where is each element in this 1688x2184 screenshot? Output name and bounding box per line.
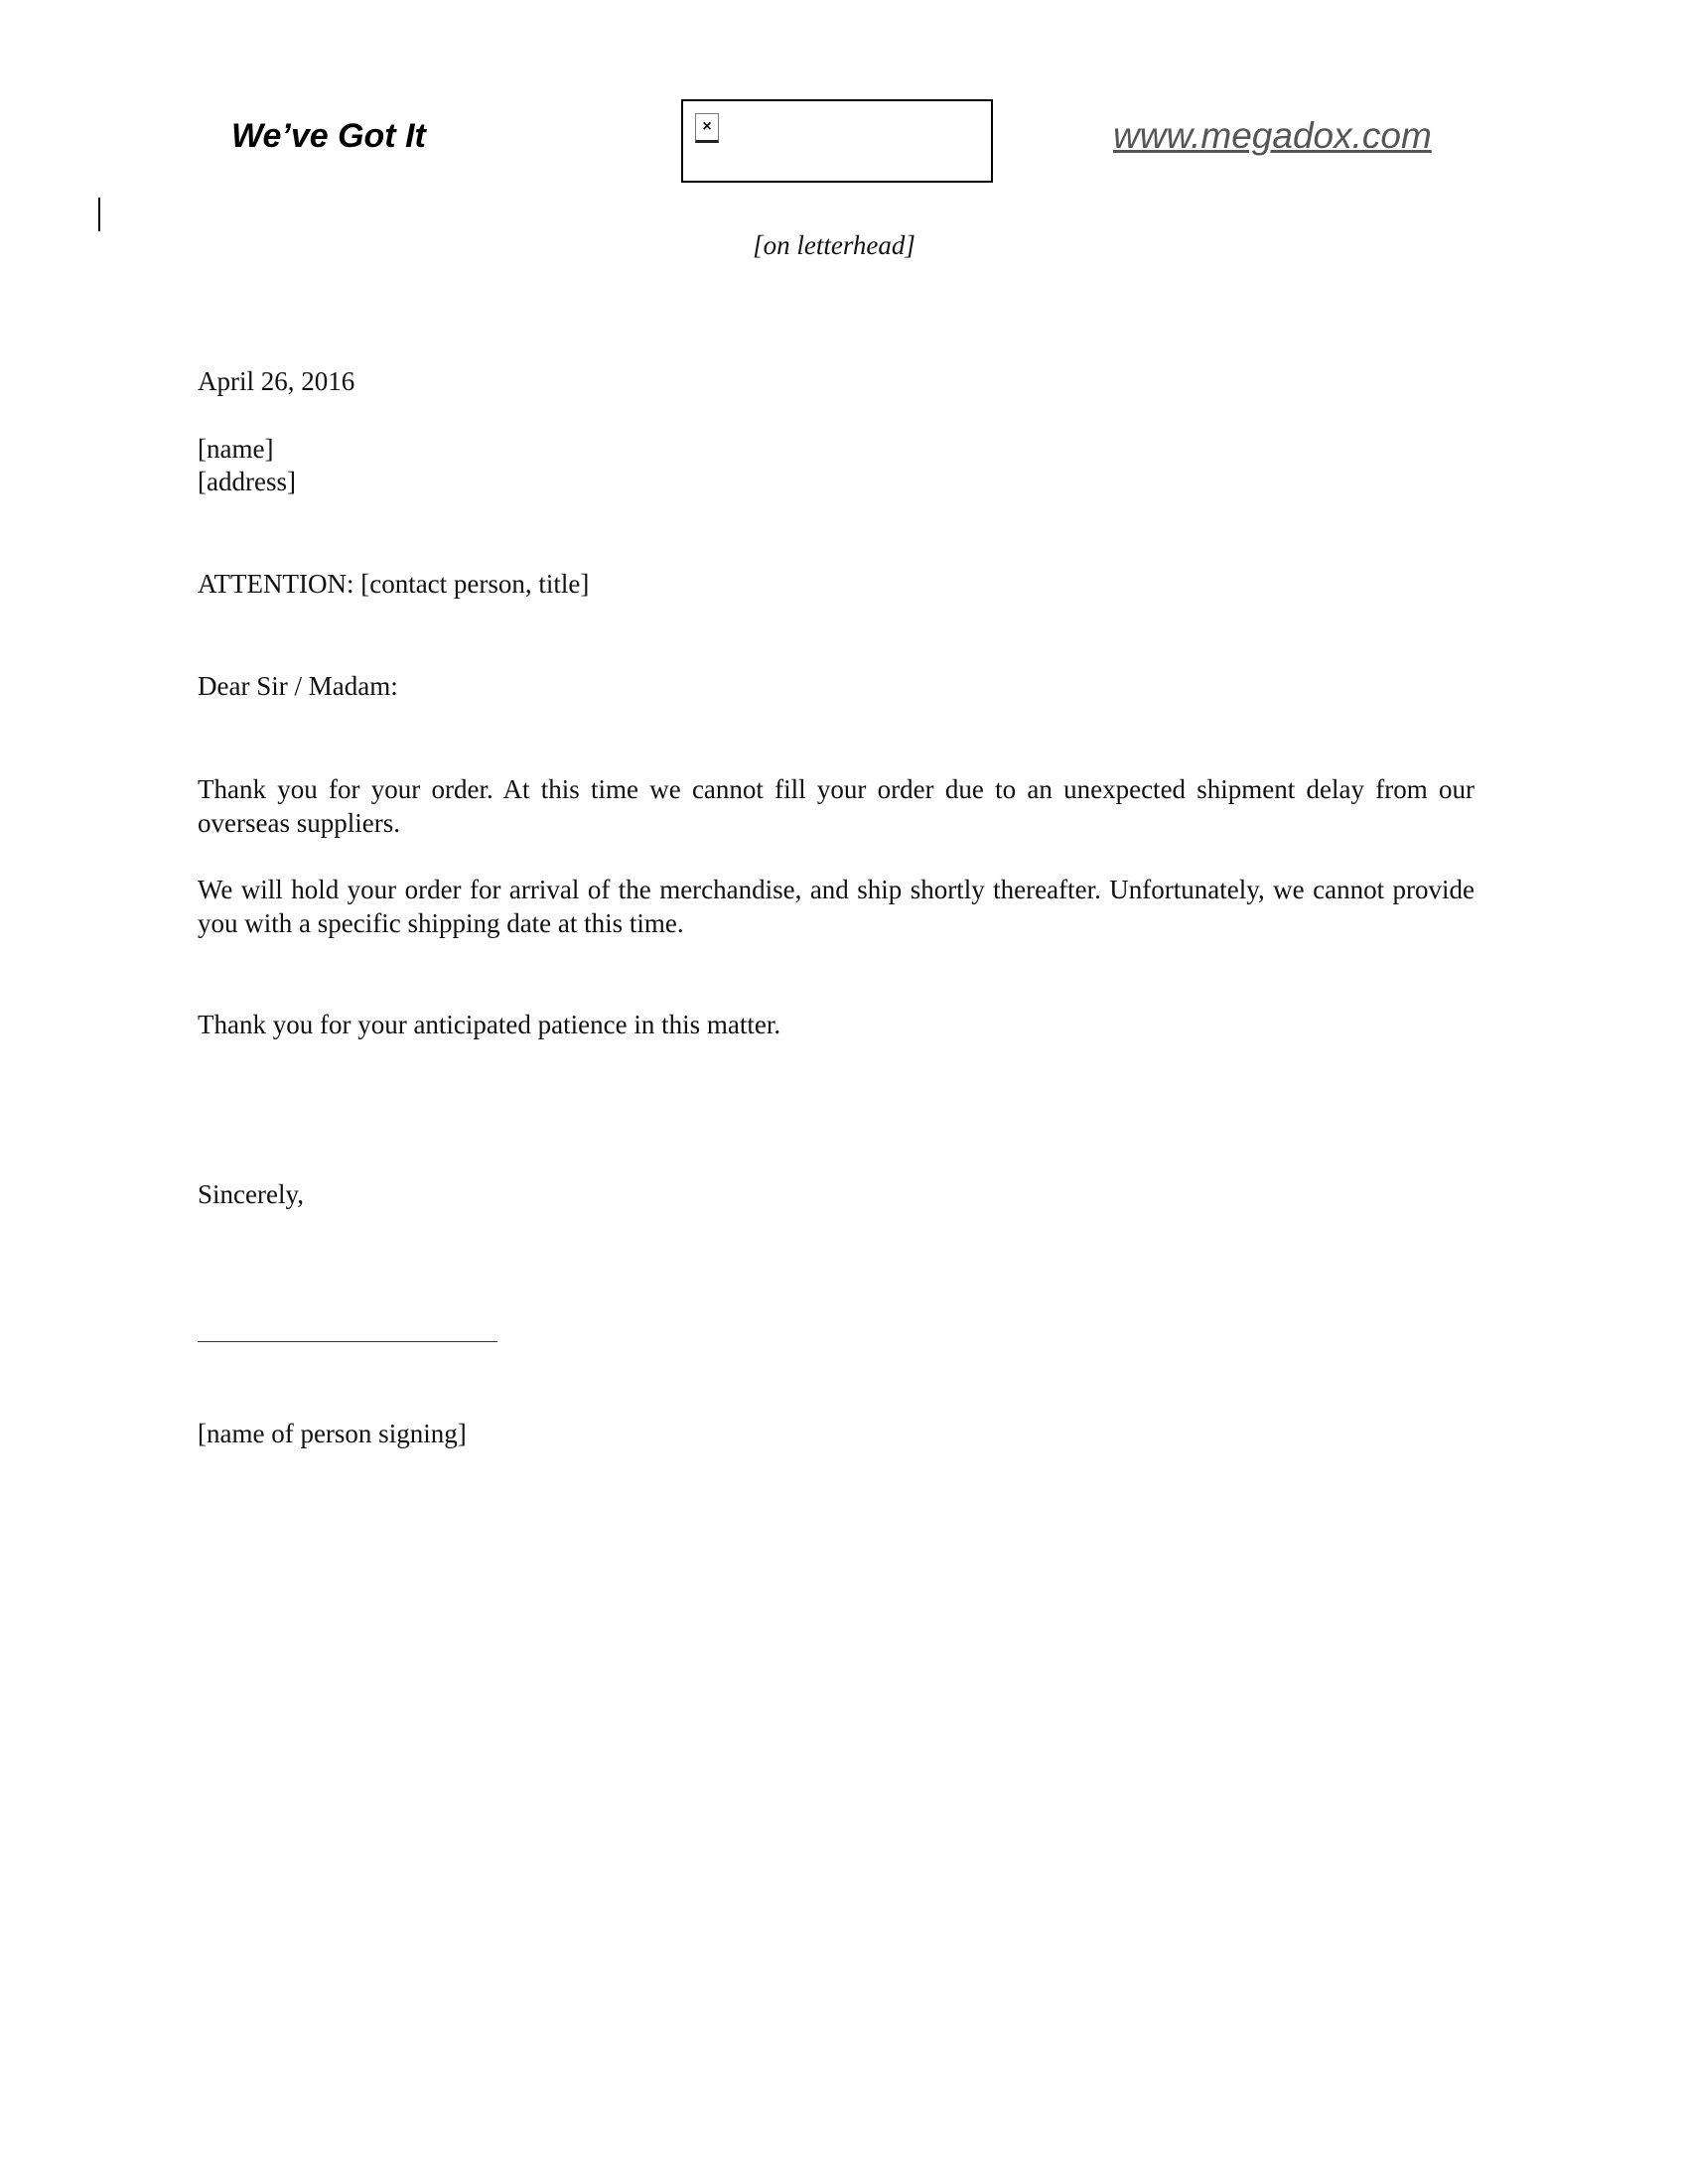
letter-date: April 26, 2016 [198, 366, 355, 396]
body-paragraph: Thank you for your order. At this time we cannot fill your order due to an unexpected shipment delay from our overseas suppliers. [198, 774, 1475, 838]
signature-line [198, 1341, 497, 1342]
broken-image-icon: × [695, 113, 719, 143]
body-paragraph: We will hold your order for arrival of the merchandise, and ship shortly thereafter. Unfortunately, we cannot provide you with a specific shipping date at this time. [198, 875, 1475, 938]
closing: Sincerely, [198, 1179, 304, 1209]
logo-image-placeholder [681, 99, 993, 183]
body-paragraph: Thank you for your anticipated patience in this matter. [198, 1010, 781, 1039]
letterhead-note: [on letterhead] [753, 230, 915, 260]
website-link[interactable]: www.megadox.com [1113, 115, 1432, 156]
salutation: Dear Sir / Madam: [198, 671, 398, 701]
recipient-address: [address] [198, 467, 296, 496]
company-name: We’ve Got It [231, 117, 426, 155]
signer-name: [name of person signing] [198, 1419, 467, 1448]
recipient-name: [name] [198, 434, 274, 464]
attention-line: ATTENTION: [contact person, title] [198, 569, 590, 599]
text-cursor [98, 198, 100, 231]
